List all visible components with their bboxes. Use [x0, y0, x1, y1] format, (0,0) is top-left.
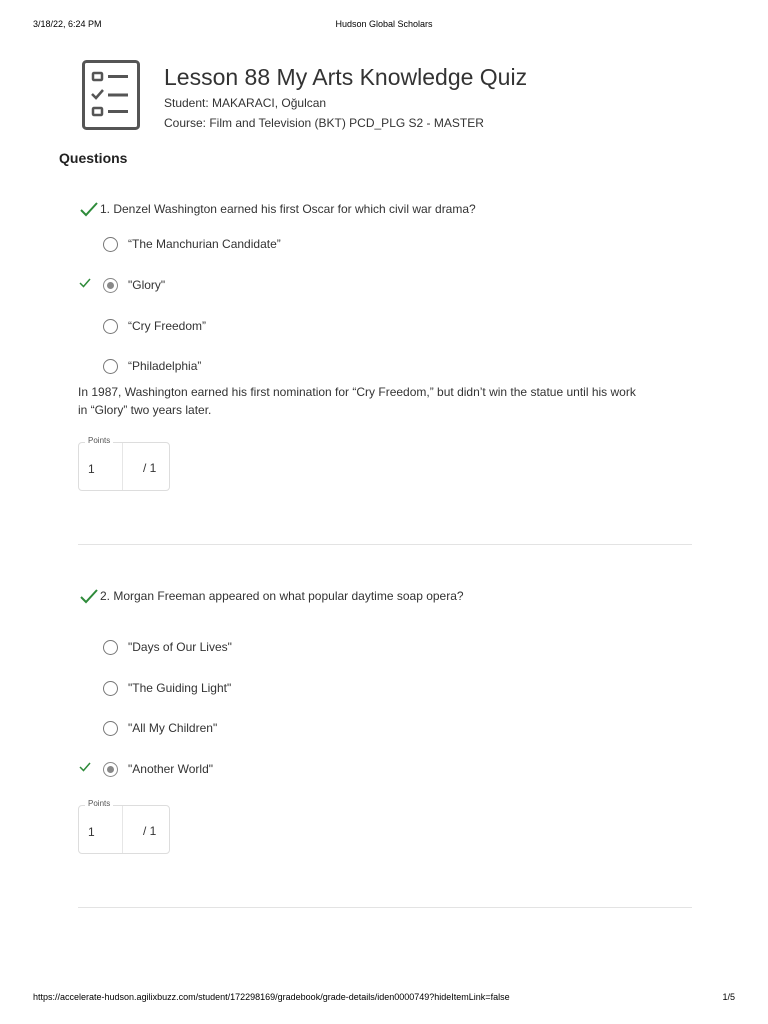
- question-text: 1. Denzel Washington earned his first Oscar for which civil war drama?: [100, 202, 476, 216]
- radio-button-selected[interactable]: [103, 762, 118, 777]
- answer-option[interactable]: [103, 679, 231, 697]
- option-label: “Cry Freedom”: [128, 319, 207, 333]
- course-name: Course: Film and Television (BKT) PCD_PLG S2 - MASTER: [164, 116, 484, 130]
- option-label: “The Manchurian Candidate”: [128, 237, 281, 251]
- option-label: “Philadelphia”: [128, 359, 202, 373]
- print-datetime: 3/18/22, 6:24 PM: [33, 19, 102, 29]
- points-box: [78, 436, 170, 491]
- radio-button[interactable]: [103, 640, 118, 655]
- radio-button[interactable]: [103, 721, 118, 736]
- points-max: / 1: [143, 824, 157, 838]
- answer-option[interactable]: [103, 719, 217, 737]
- points-divider: [122, 443, 123, 490]
- section-heading: Questions: [59, 150, 128, 166]
- quiz-title: Lesson 88 My Arts Knowledge Quiz: [164, 64, 528, 90]
- feedback-line: In 1987, Washington earned his first nomination for “Cry Freedom,” but didn’t win the statue until his work: [78, 385, 636, 399]
- option-label: "Days of Our Lives": [128, 640, 232, 654]
- radio-button[interactable]: [103, 359, 118, 374]
- print-page-number: 1/5: [722, 992, 735, 1002]
- points-earned: 1: [88, 825, 95, 839]
- student-name: Student: MAKARACI, Oğulcan: [164, 96, 327, 110]
- option-label: "Glory": [128, 278, 166, 292]
- radio-button[interactable]: [103, 319, 118, 334]
- feedback-line: in “Glory” two years later.: [78, 403, 212, 417]
- points-earned: 1: [88, 462, 95, 476]
- points-divider: [122, 806, 123, 853]
- answer-option-selected[interactable]: [103, 760, 213, 778]
- selected-correct-check-icon: [79, 278, 91, 288]
- answer-option[interactable]: [103, 317, 206, 335]
- option-label: "All My Children": [128, 721, 218, 735]
- radio-button-selected[interactable]: [103, 278, 118, 293]
- points-max: / 1: [143, 461, 157, 475]
- correct-check-icon: [80, 201, 98, 217]
- answer-option[interactable]: [103, 235, 281, 253]
- print-site-title: Hudson Global Scholars: [335, 19, 433, 29]
- correct-check-icon: [80, 588, 98, 604]
- quiz-checklist-icon: [82, 60, 140, 130]
- answer-option[interactable]: [103, 357, 201, 375]
- answer-feedback: [78, 383, 698, 419]
- question-text: 2. Morgan Freeman appeared on what popular daytime soap opera?: [100, 589, 464, 603]
- print-url: https://accelerate-hudson.agilixbuzz.com/student/172298169/gradebook/grade-details/iden0000749?hideItemLink=false: [33, 992, 510, 1002]
- radio-button[interactable]: [103, 237, 118, 252]
- option-label: "Another World": [128, 762, 214, 776]
- points-box: [78, 799, 170, 854]
- points-label: Points: [85, 436, 113, 445]
- answer-option-selected[interactable]: [103, 276, 165, 294]
- radio-button[interactable]: [103, 681, 118, 696]
- selected-correct-check-icon: [79, 762, 91, 772]
- question-divider: [78, 544, 692, 545]
- answer-option[interactable]: [103, 638, 232, 656]
- option-label: "The Guiding Light": [128, 681, 232, 695]
- points-label: Points: [85, 799, 113, 808]
- question-divider: [78, 907, 692, 908]
